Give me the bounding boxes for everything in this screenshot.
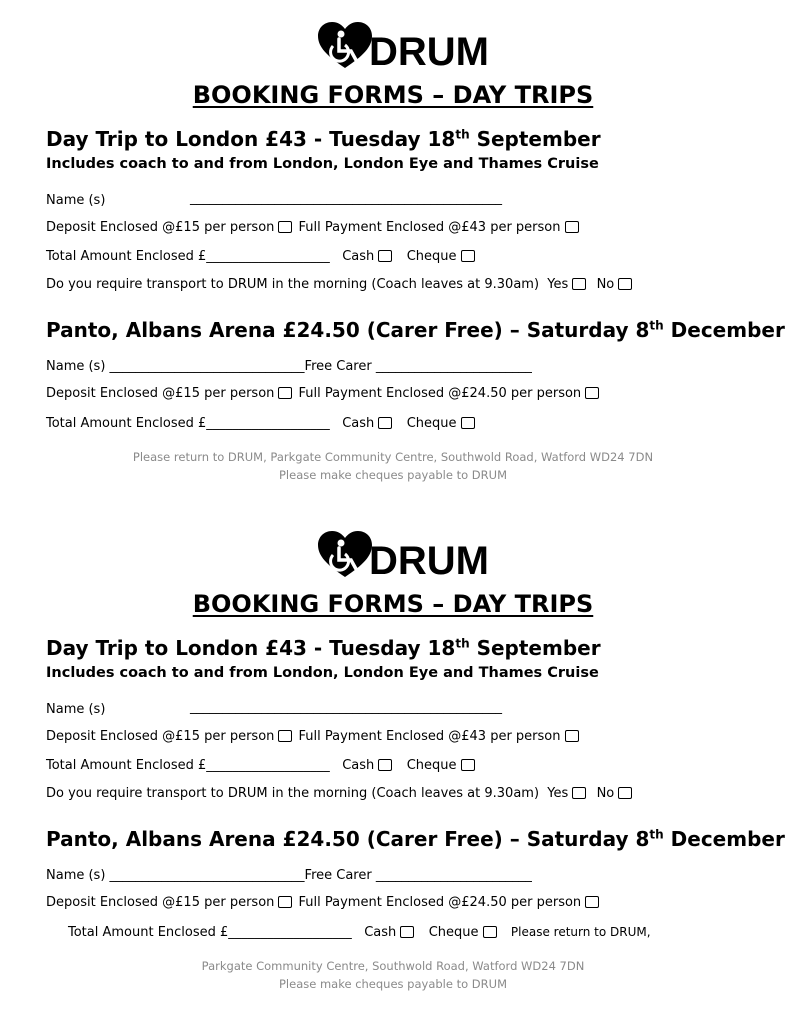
no-checkbox[interactable]: [618, 278, 632, 290]
panto-total-row: Total Amount Enclosed £___________________ Cash Cheque: [46, 416, 477, 431]
cheque-checkbox[interactable]: [461, 417, 475, 429]
london-name-field[interactable]: ________________________________________________: [190, 191, 502, 206]
london-includes: Includes coach to and from London, London Eye and Thames Cruise: [46, 156, 599, 172]
london-deposit-row: Deposit Enclosed @£15 per person Full Payment Enclosed @£43 per person: [46, 220, 581, 235]
panto-deposit-row: Deposit Enclosed @£15 per person Full Payment Enclosed @£24.50 per person: [46, 386, 601, 401]
london-heading: Day Trip to London £43 - Tuesday 18th September: [46, 636, 601, 660]
panto-deposit-row: Deposit Enclosed @£15 per person Full Payment Enclosed @£24.50 per person: [46, 895, 601, 910]
cheque-checkbox[interactable]: [483, 926, 497, 938]
footer-cheques: Please make cheques payable to DRUM: [278, 468, 507, 482]
london-deposit-row: Deposit Enclosed @£15 per person Full Payment Enclosed @£43 per person: [46, 729, 581, 744]
total-amount-field[interactable]: Total Amount Enclosed £___________________: [46, 758, 330, 773]
london-heading: Day Trip to London £43 - Tuesday 18th September: [46, 127, 601, 151]
london-transport-row: Do you require transport to DRUM in the morning (Coach leaves at 9.30am) Yes No: [46, 277, 634, 292]
logo-text: DRUM: [369, 539, 489, 583]
panto-name-field[interactable]: Name (s) ______________________________Free Carer ________________________: [46, 359, 532, 374]
total-amount-field[interactable]: Total Amount Enclosed £___________________: [46, 416, 330, 431]
cash-checkbox[interactable]: [378, 250, 392, 262]
yes-checkbox[interactable]: [572, 787, 586, 799]
yes-checkbox[interactable]: [572, 278, 586, 290]
full-payment-checkbox[interactable]: [585, 387, 599, 399]
cash-checkbox[interactable]: [378, 417, 392, 429]
deposit-checkbox[interactable]: [278, 896, 292, 908]
page-title: BOOKING FORMS – DAY TRIPS: [192, 81, 594, 109]
london-name-label: Name (s): [46, 702, 106, 717]
inline-return-note: Please return to DRUM,: [510, 925, 651, 939]
drum-logo: [317, 20, 489, 74]
footer-address: Please return to DRUM, Parkgate Community Centre, Southwold Road, Watford WD24 7DN: [132, 450, 654, 464]
full-payment-checkbox[interactable]: [565, 221, 579, 233]
logo-text: DRUM: [369, 30, 489, 74]
cheque-checkbox[interactable]: [461, 759, 475, 771]
london-name-label: Name (s): [46, 193, 106, 208]
total-amount-field[interactable]: Total Amount Enclosed £___________________: [68, 925, 352, 940]
footer-cheques: Please make cheques payable to DRUM: [278, 977, 507, 991]
deposit-checkbox[interactable]: [278, 387, 292, 399]
panto-name-field[interactable]: Name (s) ______________________________Free Carer ________________________: [46, 868, 532, 883]
cheque-checkbox[interactable]: [461, 250, 475, 262]
drum-logo: [317, 529, 489, 583]
deposit-checkbox[interactable]: [278, 221, 292, 233]
cash-checkbox[interactable]: [400, 926, 414, 938]
london-transport-row: Do you require transport to DRUM in the morning (Coach leaves at 9.30am) Yes No: [46, 786, 634, 801]
panto-heading: Panto, Albans Arena £24.50 (Carer Free) – Saturday 8th December: [46, 318, 785, 342]
page-title: BOOKING FORMS – DAY TRIPS: [192, 590, 594, 618]
no-checkbox[interactable]: [618, 787, 632, 799]
panto-heading: Panto, Albans Arena £24.50 (Carer Free) – Saturday 8th December: [46, 827, 785, 851]
deposit-checkbox[interactable]: [278, 730, 292, 742]
london-total-row: Total Amount Enclosed £___________________ Cash Cheque: [46, 249, 477, 264]
full-payment-checkbox[interactable]: [585, 896, 599, 908]
footer-address: Parkgate Community Centre, Southwold Road, Watford WD24 7DN: [201, 959, 585, 973]
cash-checkbox[interactable]: [378, 759, 392, 771]
london-name-field[interactable]: ________________________________________________: [190, 700, 502, 715]
london-total-row: Total Amount Enclosed £___________________ Cash Cheque: [46, 758, 477, 773]
london-includes: Includes coach to and from London, London Eye and Thames Cruise: [46, 665, 599, 681]
panto-total-row: Total Amount Enclosed £___________________ Cash Cheque Please return to DRUM,: [68, 925, 651, 940]
booking-form-2: [0, 509, 785, 1014]
booking-form-1: [0, 0, 785, 505]
total-amount-field[interactable]: Total Amount Enclosed £___________________: [46, 249, 330, 264]
full-payment-checkbox[interactable]: [565, 730, 579, 742]
